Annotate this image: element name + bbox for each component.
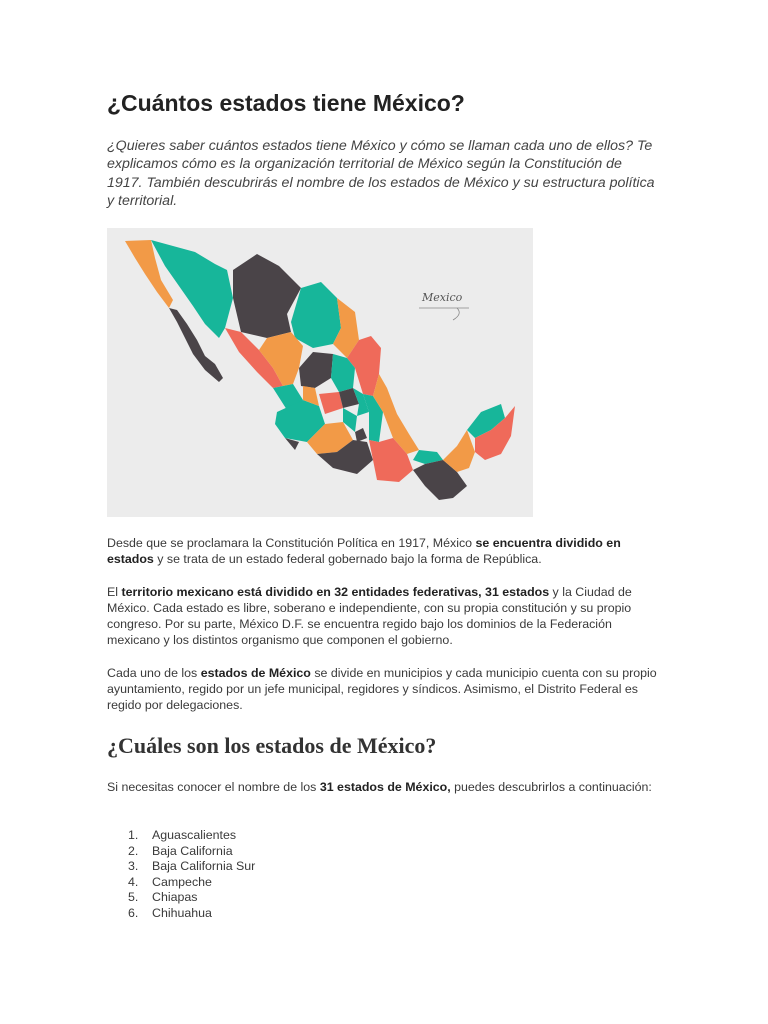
p2-bold: territorio mexicano está dividido en 32 entidades federativas, 31 estados [121,585,550,599]
list-label: Aguascalientes [152,828,237,842]
p3-text-c: se divide en municipios y cada municipio cuenta con su propio ayuntamiento, regido por un jefe municipal, regidores y síndicos. Asimismo, el Distrito Federal es regido por delegaciones. [107,666,657,712]
states-list [107,828,255,922]
paragraph-constitution [107,535,660,567]
p1-text-a: Desde que se proclamara la Constitución Política en 1917, México [107,536,476,550]
paragraph-municipalities [107,665,660,713]
list-number: 3. [128,859,139,874]
list-number: 4. [128,874,139,889]
p3-bold: estados de México [200,666,311,680]
list-label: Baja California Sur [152,859,256,874]
list-item [107,906,255,922]
map-label: Mexico [422,291,463,304]
list-number: 5. [128,890,139,905]
p1-bold: se encuentra dividido en estados [107,536,621,566]
list-number: 2. [128,843,139,858]
mexico-map-image [107,228,533,517]
list-label: Campeche [152,874,212,889]
p2-text-a: El [107,585,122,599]
list-item [107,875,255,891]
list-label: Baja California [152,843,233,858]
list-item [107,890,255,906]
section-heading: ¿Cuáles son los estados de México? [107,733,437,758]
list-item [107,859,255,875]
p4-text-c: puedes descubrirlos a continuación: [450,780,652,794]
p1-text-c: y se trata de un estado federal gobernado bajo la forma de República. [153,552,542,566]
list-number: 6. [128,905,139,920]
list-label: Chiapas [152,890,198,905]
list-item [107,828,255,844]
list-item [107,844,255,860]
p4-text-a: Si necesitas conocer el nombre de los [107,780,320,794]
p2-text-c: y la Ciudad de México. Cada estado es libre, soberano e independiente, con su propia constitución y su propio congreso. Por su parte, México D.F. se encuentra regido bajo los dominios de la Federación mexicano y los distintos organismo que componen el gobierno. [107,585,632,647]
mexico-map-illustration [107,228,533,517]
list-label: Chihuahua [152,905,212,920]
list-number: 1. [128,828,139,842]
paragraph-territory [107,584,660,648]
p4-bold: 31 estados de México, [319,780,451,794]
page-title: ¿Cuántos estados tiene México? [107,90,465,116]
paragraph-list-intro [107,779,660,795]
intro-paragraph: ¿Quieres saber cuántos estados tiene México y cómo se llaman cada uno de ellos? Te explicamos cómo es la organización territorial de México según la Constitución de 1917. También descubrirás el nombre de los estados de México y su estructura política y territorial. [107,138,655,210]
p3-text-a: Cada uno de los [107,666,201,680]
